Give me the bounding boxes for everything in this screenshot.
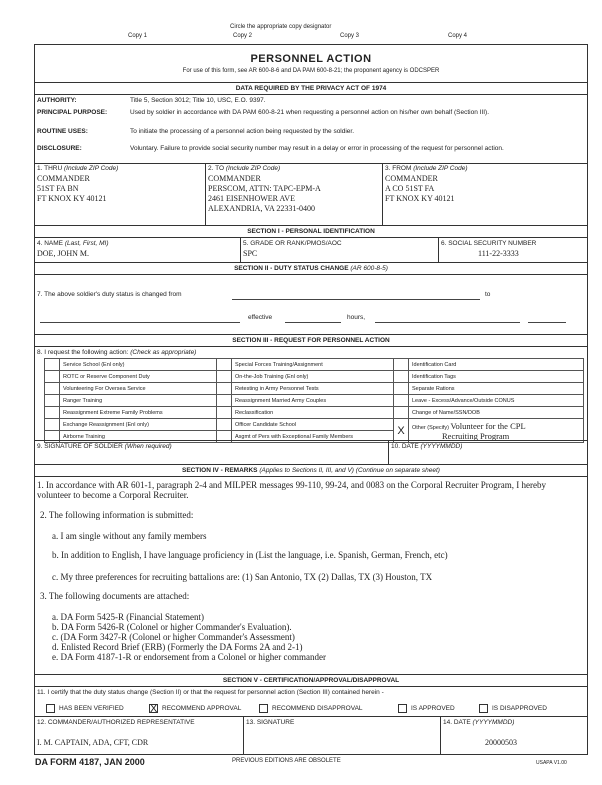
cmdr-date-value[interactable]: 20000503 — [485, 738, 517, 747]
privacy-heading: DATA REQUIRED BY THE PRIVACY ACT OF 1974 — [235, 85, 387, 92]
opt-family-problems: Reassignment Extreme Family Problems — [60, 407, 217, 419]
approved-checkbox[interactable] — [398, 704, 407, 713]
check-c3-3[interactable] — [394, 395, 409, 407]
check-c2-5[interactable] — [217, 419, 232, 431]
disapproved-checkbox[interactable] — [479, 704, 488, 713]
duty-to-label: to — [485, 291, 491, 298]
check-c2-4[interactable] — [217, 407, 232, 419]
duty-status-label: 7. The above soldier's duty status is changed from — [37, 291, 182, 298]
opt-married: Reassignment Married Army Couples — [232, 395, 394, 407]
remarks-p2b[interactable]: b. In addition to English, I have language proficiency in (List the language, i.e. Spanish, German, French, etc) — [52, 550, 448, 560]
check-c2-0[interactable] — [217, 359, 232, 371]
from-label: 3. FROM (Include ZIP Code) — [385, 165, 468, 172]
effective-label: effective — [248, 314, 273, 321]
opt-retesting: Retesting in Army Personnel Tests — [232, 383, 394, 395]
check-c2-3[interactable] — [217, 395, 232, 407]
other-text-2[interactable]: Recruiting Program — [442, 431, 510, 441]
name-value[interactable]: DOE, JOHN M. — [37, 249, 89, 258]
remarks-p2[interactable]: 2. The following information is submitted: — [40, 510, 194, 520]
copy-2[interactable]: Copy 2 — [233, 33, 253, 39]
copy-4[interactable]: Copy 4 — [448, 33, 468, 39]
obsolete-note: PREVIOUS EDITIONS ARE OBSOLETE — [232, 758, 341, 764]
rep-label: 12. COMMANDER/AUTHORIZED REPRESENTATIVE — [37, 719, 195, 726]
check-c3-2[interactable] — [394, 383, 409, 395]
opt-ojt: On-the-Job Training (Enl only) — [232, 371, 394, 383]
section1-heading: SECTION I - PERSONAL IDENTIFICATION — [247, 228, 375, 235]
remarks-docs[interactable]: a. DA Form 5425-R (Financial Statement) b. DA Form 5426-R (Colonel or higher Commander's Evaluation). c. (DA Form 3427-R (Colonel or higher Commander's Assessment) d. Enlisted Record Brief (ERB) (Formerly the DA Forms 2A and 2-1) e. DA Form 4187-1-R or endorsement from a Colonel or higher commander — [52, 612, 326, 662]
remarks-p1[interactable]: 1. In accordance with AR 601-1, paragraph 2-4 and MILPER messages 99-110, 99-24, and 0083 on the Corporal Recruiter Program, I hereby volunteer to become a Corporal Recruiter. — [37, 480, 547, 500]
opt-other: Other (Specify) Volunteer for the CPL Recruiting Program — [409, 419, 584, 443]
ssn-label: 6. SOCIAL SECURITY NUMBER — [441, 240, 537, 247]
section4-heading: SECTION IV - REMARKS (Applies to Sections II, III, and V) (Continue on separate sheet) — [182, 467, 440, 474]
check-other[interactable]: X — [394, 419, 409, 443]
hours-line[interactable] — [375, 322, 520, 323]
privacy-label-routine: ROUTINE USES: — [37, 128, 88, 135]
name-label: 4. NAME (Last, First, MI) — [37, 240, 109, 247]
recommend-approval-label: RECOMMEND APPROVAL — [162, 705, 242, 712]
remarks-p2a[interactable]: a. I am single without any family members — [52, 531, 207, 541]
opt-id-tags: Identification Tags — [409, 371, 584, 383]
opt-reclass: Reclassification — [232, 407, 394, 419]
grade-value[interactable]: SPC — [243, 249, 258, 258]
other-text-1[interactable]: Volunteer for the CPL — [450, 421, 526, 431]
to-label: 2. TO (Include ZIP Code) — [208, 165, 281, 172]
soldier-date-label: 10. DATE (YYYYMMDD) — [391, 443, 463, 450]
opt-oversea: Volunteering For Oversea Service — [60, 383, 217, 395]
request-intro: 8. I request the following action: (Check as appropriate) — [37, 349, 197, 356]
opt-service-school: Service School (Enl only) — [60, 359, 217, 371]
recommend-disapproval-label: RECOMMEND DISAPPROVAL — [272, 705, 363, 712]
check-c3-1[interactable] — [394, 371, 409, 383]
check-c1-4[interactable] — [45, 407, 60, 419]
check-c1-5[interactable] — [45, 419, 60, 431]
cert-text: 11. I certify that the duty status change (Section II) or that the request for personnel action (Section III) contained herein - — [37, 689, 384, 696]
section2-heading: SECTION II - DUTY STATUS CHANGE (AR 600-8-5) — [234, 265, 388, 272]
copy-instruction: Circle the appropriate copy designator — [230, 24, 332, 30]
check-c1-3[interactable] — [45, 395, 60, 407]
opt-ocs: Officer Candidate School — [232, 419, 394, 431]
thru-address[interactable]: COMMANDER 51ST FA BN FT KNOX KY 40121 — [37, 174, 107, 203]
request-grid — [44, 358, 584, 443]
opt-ranger: Ranger Training — [60, 395, 217, 407]
recommend-approval-checkbox[interactable]: X — [150, 703, 158, 715]
copy-1[interactable]: Copy 1 — [128, 33, 148, 39]
hours-label: hours, — [347, 314, 366, 321]
privacy-text-routine: To initiate the processing of a personnel action being requested by the soldier. — [130, 128, 355, 135]
opt-exceptional: Asgmt of Pers with Exceptional Family Members — [232, 431, 394, 443]
check-c3-0[interactable] — [394, 359, 409, 371]
verified-checkbox[interactable] — [46, 704, 55, 713]
opt-name-change: Change of Name/SSN/DOB — [409, 407, 584, 419]
to-address[interactable]: COMMANDER PERSCOM, ATTN: TAPC-EPM-A 2461 EISENHOWER AVE ALEXANDRIA, VA 22331-0400 — [208, 174, 321, 213]
duty-from-line[interactable] — [232, 299, 480, 300]
section3-heading: SECTION III - REQUEST FOR PERSONNEL ACTION — [232, 337, 390, 344]
check-c3-4[interactable] — [394, 407, 409, 419]
copy-3[interactable]: Copy 3 — [340, 33, 360, 39]
check-c1-1[interactable] — [45, 371, 60, 383]
cmdr-sig-label: 13. SIGNATURE — [246, 719, 295, 726]
remarks-p3[interactable]: 3. The following documents are attached: — [40, 591, 190, 601]
opt-special-forces: Special Forces Training/Assignment — [232, 359, 394, 371]
check-c1-2[interactable] — [45, 383, 60, 395]
version-note: USAPA V1.00 — [536, 760, 567, 766]
effective-line[interactable] — [285, 322, 341, 323]
privacy-text-purpose: Used by soldier in accordance with DA PAM 600-8-21 when requesting a personnel action on his/her own behalf (Section III). — [130, 109, 490, 116]
privacy-label-disclosure: DISCLOSURE: — [37, 145, 82, 152]
opt-id-card: Identification Card — [409, 359, 584, 371]
verified-label: HAS BEEN VERIFIED — [59, 705, 124, 712]
opt-airborne: Airborne Training — [60, 431, 217, 443]
recommend-disapproval-checkbox[interactable] — [259, 704, 268, 713]
opt-rations: Separate Rations — [409, 383, 584, 395]
section5-heading: SECTION V - CERTIFICATION/APPROVAL/DISAPPROVAL — [222, 677, 400, 684]
form-number: DA FORM 4187, JAN 2000 — [35, 757, 145, 767]
disapproved-label: IS DISAPPROVED — [492, 705, 547, 712]
check-c1-0[interactable] — [45, 359, 60, 371]
hours-line-2 — [528, 322, 566, 323]
opt-rotc: ROTC or Reserve Component Duty — [60, 371, 217, 383]
check-c2-2[interactable] — [217, 383, 232, 395]
cmdr-date-label: 14. DATE (YYYYMMDD) — [443, 719, 515, 726]
soldier-sig-label: 9. SIGNATURE OF SOLDIER (When required) — [37, 443, 172, 450]
check-c2-1[interactable] — [217, 371, 232, 383]
form-subtitle: For use of this form, see AR 600-8-6 and DA PAM 600-8-21; the proponent agency is ODCSPER — [182, 68, 440, 74]
privacy-label-purpose: PRINCIPAL PURPOSE: — [37, 109, 108, 116]
from-address[interactable]: COMMANDER A CO 51ST FA FT KNOX KY 40121 — [385, 174, 455, 203]
grade-label: 5. GRADE OR RANK/PMOS/AOC — [243, 240, 342, 247]
approved-label: IS APPROVED — [411, 705, 455, 712]
privacy-text-authority: Title 5, Section 3012; Title 10, USC, E.O. 9397. — [130, 97, 266, 104]
opt-exchange: Exchange Reassignment (Enl only) — [60, 419, 217, 431]
remarks-p2c[interactable]: c. My three preferences for recruiting battalions are: (1) San Antonio, TX (2) Dallas, TX (3) Houston, TX — [52, 572, 433, 582]
ssn-value[interactable]: 111-22-3333 — [478, 249, 519, 258]
privacy-label-authority: AUTHORITY: — [37, 97, 77, 104]
opt-leave: Leave - Excess/Advance/Outside CONUS — [409, 395, 584, 407]
thru-label: 1. THRU (Include ZIP Code) — [37, 165, 119, 172]
rep-value[interactable]: I. M. CAPTAIN, ADA, CFT, CDR — [37, 738, 149, 747]
form-title: PERSONNEL ACTION — [250, 53, 372, 65]
duty-to-line[interactable] — [40, 322, 240, 323]
privacy-text-disclosure: Voluntary. Failure to provide social security number may result in a delay or error in processing of the request for personnel action. — [130, 145, 504, 152]
